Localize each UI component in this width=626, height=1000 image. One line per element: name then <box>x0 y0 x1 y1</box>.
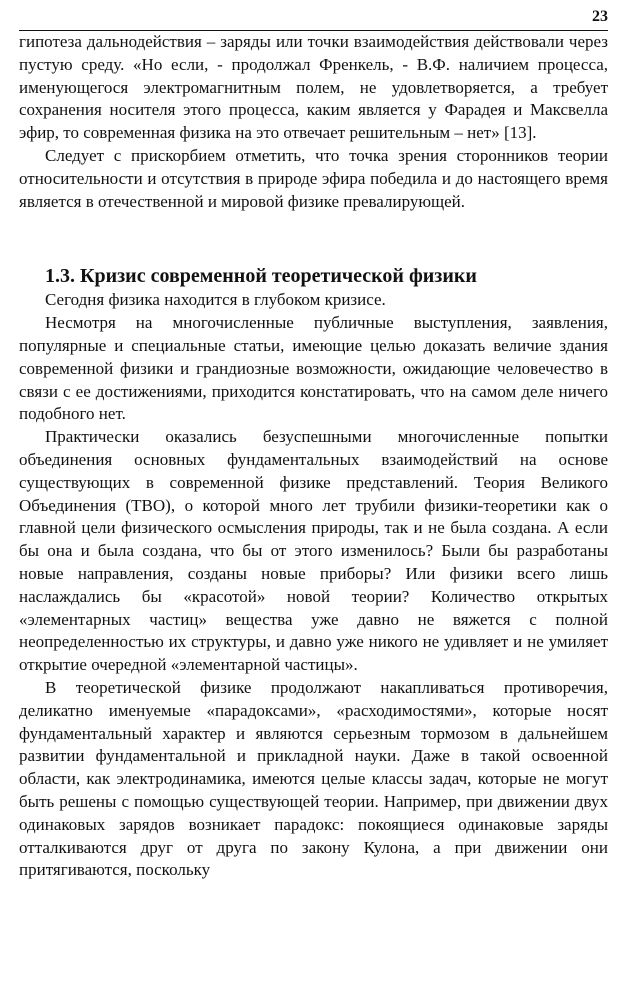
paragraph: Следует с прискорбием отметить, что точка зрения сторонников теории относительности и отсутствия в природе эфира победила и до настоящего время является в отечественной и мировой физике превалирующей. <box>19 145 608 211</box>
paragraph: Сегодня физика находится в глубоком кризисе. <box>45 290 386 310</box>
page-header <box>19 0 608 31</box>
paragraph: Практически оказались безуспешными многочисленные попытки объединения основных фундаментальных взаимодействий на основе существующих в современной физике представлений. Теория Великого Объединения (ТВО), о которой много лет трубили физики-теоретики как о главной цели физического осмысления природы, так и не была создана. А если бы она и была создана, что бы от этого изменилось? Были бы разработаны новые направления, созданы новые приборы? Или физики всего лишь наслаждались бы «красотой» новой теории? Количество открытых «элементарных частиц» вещества уже давно не вяжется с полной неопределенностью их структуры, и давно уже никого не удивляет и не умиляет открытие очередной «элементарной частицы». <box>19 427 608 675</box>
document-page <box>19 0 608 882</box>
paragraph: В теоретической физике продолжают накапливаться противоречия, деликатно именуемые «парадоксами», «расходимостями», которые носят фундаментальный характер и являются серьезным тормозом в дальнейшем развитии фундаментальной и прикладной науки. Даже в такой освоенной области, как электродинамика, имеются целые классы задач, которые не могут быть решены с помощью существующей теории. Например, при движении двух одинаковых зарядов возникает парадокс: покоящиеся одинаковые заряды отталкиваются друг от друга по закону Кулона, а при движении они притягиваются, поскольку <box>19 677 608 880</box>
paragraph: Несмотря на многочисленные публичные выступления, заявления, популярные и специальные статьи, имеющие целью доказать величие здания современной физики и грандиозные возможности, ожидающие человечество в связи с ее достижениями, приходится констатировать, что на самом деле ничего подобного нет. <box>19 313 608 424</box>
section-title: 1.3. Кризис современной теоретической физики <box>45 265 477 288</box>
paragraph-continuation: гипотеза дальнодействия – заряды или точки взаимодействия действовали через пустую среду. «Но если, - продолжал Френкель, - В.Ф. наличием процесса, именующегося электромагнитным полем, не удовлетворяется, а требует сохранения носителя этого процесса, каким является у Фарадея и Максвелла эфир, то современная физика на это отвечает решительным – нет» [13]. <box>19 32 608 143</box>
page-number: 23 <box>592 8 608 25</box>
